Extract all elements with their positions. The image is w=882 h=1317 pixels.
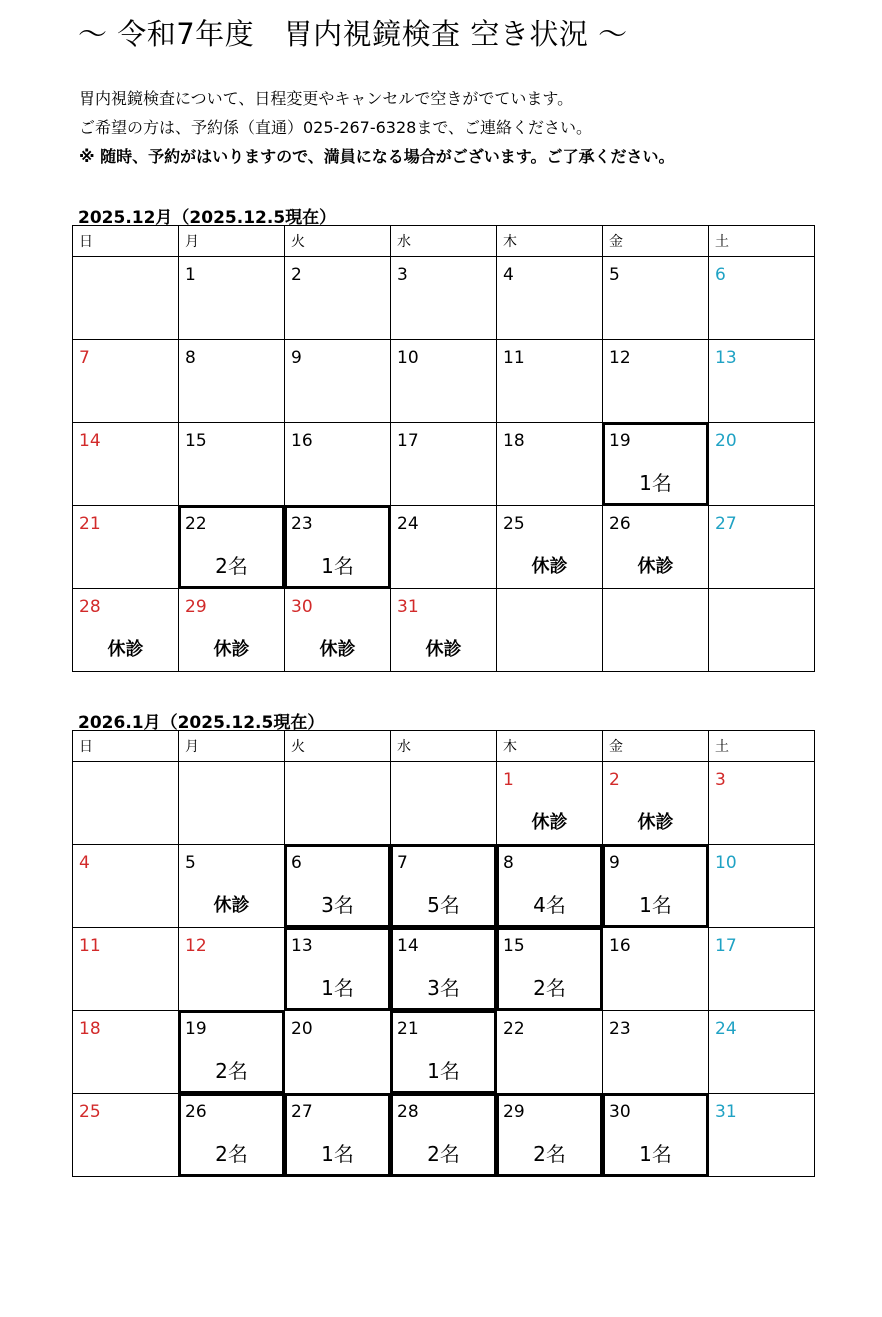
day-number: 26 (185, 1102, 207, 1122)
calendar-day-cell (391, 928, 497, 1011)
day-number: 28 (397, 1102, 419, 1122)
available-slots: 2名 (533, 976, 566, 1000)
day-number: 17 (715, 936, 737, 956)
calendar-day-cell (285, 762, 391, 845)
calendar-day-cell (73, 506, 179, 589)
available-slots: 2名 (215, 554, 248, 578)
calendar-day-cell (391, 845, 497, 928)
day-number: 16 (291, 431, 313, 451)
calendar-day-cell (497, 1011, 603, 1094)
day-number: 25 (79, 1102, 101, 1122)
day-number: 21 (397, 1019, 419, 1039)
calendar-day-cell (73, 928, 179, 1011)
day-number: 28 (79, 597, 101, 617)
calendar-day-cell (497, 589, 603, 672)
calendar-day-cell (497, 762, 603, 845)
calendar-day-cell (73, 845, 179, 928)
available-slots: 2名 (215, 1142, 248, 1166)
calendar-day-cell (391, 340, 497, 423)
day-number: 4 (79, 853, 90, 873)
available-slots: 1名 (639, 471, 672, 495)
day-number: 15 (503, 936, 525, 956)
day-number: 11 (503, 348, 525, 368)
day-number: 11 (79, 936, 101, 956)
day-number: 29 (185, 597, 207, 617)
calendar-day-cell (709, 340, 815, 423)
day-note: 休診 (637, 812, 674, 833)
day-number: 14 (79, 431, 101, 451)
day-note: 休診 (425, 639, 462, 660)
day-number: 6 (715, 265, 726, 285)
calendar-day-cell (497, 340, 603, 423)
day-number: 8 (185, 348, 196, 368)
day-number: 19 (185, 1019, 207, 1039)
calendar-day-cell (285, 589, 391, 672)
calendar-day-cell (179, 423, 285, 506)
calendar-day-cell (603, 257, 709, 340)
day-number: 1 (503, 770, 514, 790)
calendar-day-cell (709, 423, 815, 506)
day-number: 13 (715, 348, 737, 368)
calendar-week-row (73, 257, 815, 340)
weekday-header: 日 (73, 731, 179, 762)
day-number: 5 (609, 265, 620, 285)
calendar-day-cell (179, 928, 285, 1011)
calendar-day-cell (285, 928, 391, 1011)
available-slots: 1名 (427, 1059, 460, 1083)
calendar-day-cell (603, 928, 709, 1011)
day-number: 2 (291, 265, 302, 285)
day-number: 27 (715, 514, 737, 534)
day-number: 9 (609, 853, 620, 873)
calendar-day-cell (73, 340, 179, 423)
calendar-week-row (73, 1011, 815, 1094)
day-number: 26 (609, 514, 631, 534)
weekday-header: 日 (73, 226, 179, 257)
day-number: 3 (397, 265, 408, 285)
calendar-day-cell (709, 257, 815, 340)
calendar-day-cell (285, 1094, 391, 1177)
calendar-jan (72, 730, 815, 1177)
calendar-day-cell (391, 1011, 497, 1094)
calendar-day-cell (179, 506, 285, 589)
weekday-header: 土 (709, 731, 815, 762)
calendar-day-cell (497, 1094, 603, 1177)
calendar-day-cell (497, 928, 603, 1011)
calendar-day-cell (179, 1094, 285, 1177)
calendar-day-cell (391, 589, 497, 672)
weekday-header: 木 (497, 731, 603, 762)
calendar-day-cell (73, 1094, 179, 1177)
calendar-day-cell (73, 589, 179, 672)
day-number: 31 (397, 597, 419, 617)
calendar-week-row (73, 845, 815, 928)
calendar-day-cell (179, 340, 285, 423)
day-number: 4 (503, 265, 514, 285)
day-note: 休診 (107, 639, 144, 660)
weekday-header: 火 (285, 731, 391, 762)
calendar-week-row (73, 1094, 815, 1177)
day-number: 30 (609, 1102, 631, 1122)
calendar-day-cell (73, 423, 179, 506)
day-number: 23 (291, 514, 313, 534)
calendar-day-cell (179, 1011, 285, 1094)
day-note: 休診 (319, 639, 356, 660)
weekday-header-row (73, 226, 815, 257)
calendar-caption-jan: 2026.1月（2025.12.5現在） (78, 713, 325, 733)
calendar-week-row (73, 506, 815, 589)
intro-line-3: ※ 随時、予約がはいりますので、満員になる場合がございます。ご了承ください。 (79, 147, 675, 166)
page-title: ～ 令和7年度 胃内視鏡検査 空き状況 ～ (78, 17, 628, 51)
weekday-header-row (73, 731, 815, 762)
intro-text (79, 84, 675, 171)
day-note: 休診 (531, 812, 568, 833)
calendar-week-row (73, 340, 815, 423)
calendar-day-cell (603, 340, 709, 423)
calendar-dec (72, 225, 815, 672)
calendar-day-cell (603, 506, 709, 589)
calendar-day-cell (391, 423, 497, 506)
available-slots: 2名 (427, 1142, 460, 1166)
calendar-day-cell (603, 845, 709, 928)
available-slots: 5名 (427, 893, 460, 917)
available-slots: 2名 (215, 1059, 248, 1083)
weekday-header: 木 (497, 226, 603, 257)
weekday-header: 水 (391, 226, 497, 257)
available-slots: 1名 (639, 1142, 672, 1166)
weekday-header: 月 (179, 226, 285, 257)
weekday-header: 金 (603, 226, 709, 257)
day-number: 25 (503, 514, 525, 534)
day-number: 8 (503, 853, 514, 873)
day-number: 12 (609, 348, 631, 368)
calendar-day-cell (391, 762, 497, 845)
day-number: 1 (185, 265, 196, 285)
calendar-day-cell (179, 845, 285, 928)
calendar-day-cell (709, 845, 815, 928)
calendar-day-cell (391, 257, 497, 340)
calendar-day-cell (179, 257, 285, 340)
calendar-day-cell (179, 589, 285, 672)
day-number: 23 (609, 1019, 631, 1039)
calendar-day-cell (73, 1011, 179, 1094)
calendar-day-cell (709, 589, 815, 672)
day-number: 22 (185, 514, 207, 534)
day-number: 27 (291, 1102, 313, 1122)
available-slots: 3名 (427, 976, 460, 1000)
weekday-header: 金 (603, 731, 709, 762)
calendar-day-cell (285, 423, 391, 506)
day-number: 14 (397, 936, 419, 956)
calendar-week-row (73, 423, 815, 506)
day-number: 21 (79, 514, 101, 534)
day-number: 19 (609, 431, 631, 451)
day-number: 30 (291, 597, 313, 617)
calendar-day-cell (73, 257, 179, 340)
day-number: 24 (715, 1019, 737, 1039)
day-number: 16 (609, 936, 631, 956)
day-number: 5 (185, 853, 196, 873)
calendar-day-cell (497, 257, 603, 340)
available-slots: 1名 (321, 976, 354, 1000)
calendar-caption-dec: 2025.12月（2025.12.5現在） (78, 208, 337, 228)
available-slots: 3名 (321, 893, 354, 917)
weekday-header: 土 (709, 226, 815, 257)
day-number: 18 (79, 1019, 101, 1039)
day-number: 17 (397, 431, 419, 451)
available-slots: 4名 (533, 893, 566, 917)
calendar-day-cell (285, 340, 391, 423)
day-number: 15 (185, 431, 207, 451)
calendar-day-cell (497, 506, 603, 589)
calendar-day-cell (285, 506, 391, 589)
calendar-week-row (73, 928, 815, 1011)
day-number: 24 (397, 514, 419, 534)
calendar-day-cell (73, 762, 179, 845)
calendar-day-cell (709, 928, 815, 1011)
weekday-header: 水 (391, 731, 497, 762)
day-number: 20 (291, 1019, 313, 1039)
calendar-day-cell (709, 1094, 815, 1177)
calendar-day-cell (391, 506, 497, 589)
available-slots: 1名 (321, 1142, 354, 1166)
weekday-header: 火 (285, 226, 391, 257)
day-number: 20 (715, 431, 737, 451)
day-number: 31 (715, 1102, 737, 1122)
calendar-day-cell (603, 423, 709, 506)
day-note: 休診 (213, 895, 250, 916)
day-number: 7 (79, 348, 90, 368)
calendar-day-cell (603, 1011, 709, 1094)
day-number: 3 (715, 770, 726, 790)
day-number: 6 (291, 853, 302, 873)
calendar-day-cell (603, 1094, 709, 1177)
day-number: 13 (291, 936, 313, 956)
weekday-header: 月 (179, 731, 285, 762)
calendar-day-cell (285, 1011, 391, 1094)
day-number: 10 (715, 853, 737, 873)
calendar-day-cell (285, 845, 391, 928)
calendar-day-cell (709, 1011, 815, 1094)
day-number: 29 (503, 1102, 525, 1122)
calendar-day-cell (391, 1094, 497, 1177)
day-number: 10 (397, 348, 419, 368)
intro-line-1: 胃内視鏡検査について、日程変更やキャンセルで空きがでています。 (79, 89, 574, 108)
available-slots: 1名 (639, 893, 672, 917)
day-note: 休診 (531, 556, 568, 577)
calendar-week-row (73, 589, 815, 672)
available-slots: 1名 (321, 554, 354, 578)
day-number: 22 (503, 1019, 525, 1039)
day-number: 18 (503, 431, 525, 451)
calendar-day-cell (497, 845, 603, 928)
calendar-day-cell (285, 257, 391, 340)
calendar-day-cell (497, 423, 603, 506)
calendar-day-cell (603, 589, 709, 672)
day-number: 12 (185, 936, 207, 956)
calendar-day-cell (709, 506, 815, 589)
intro-line-2: ご希望の方は、予約係（直通）025-267-6328まで、ご連絡ください。 (79, 118, 593, 137)
day-number: 2 (609, 770, 620, 790)
day-number: 9 (291, 348, 302, 368)
day-note: 休診 (637, 556, 674, 577)
day-number: 7 (397, 853, 408, 873)
calendar-week-row (73, 762, 815, 845)
calendar-day-cell (603, 762, 709, 845)
available-slots: 2名 (533, 1142, 566, 1166)
calendar-day-cell (179, 762, 285, 845)
calendar-day-cell (709, 762, 815, 845)
day-note: 休診 (213, 639, 250, 660)
